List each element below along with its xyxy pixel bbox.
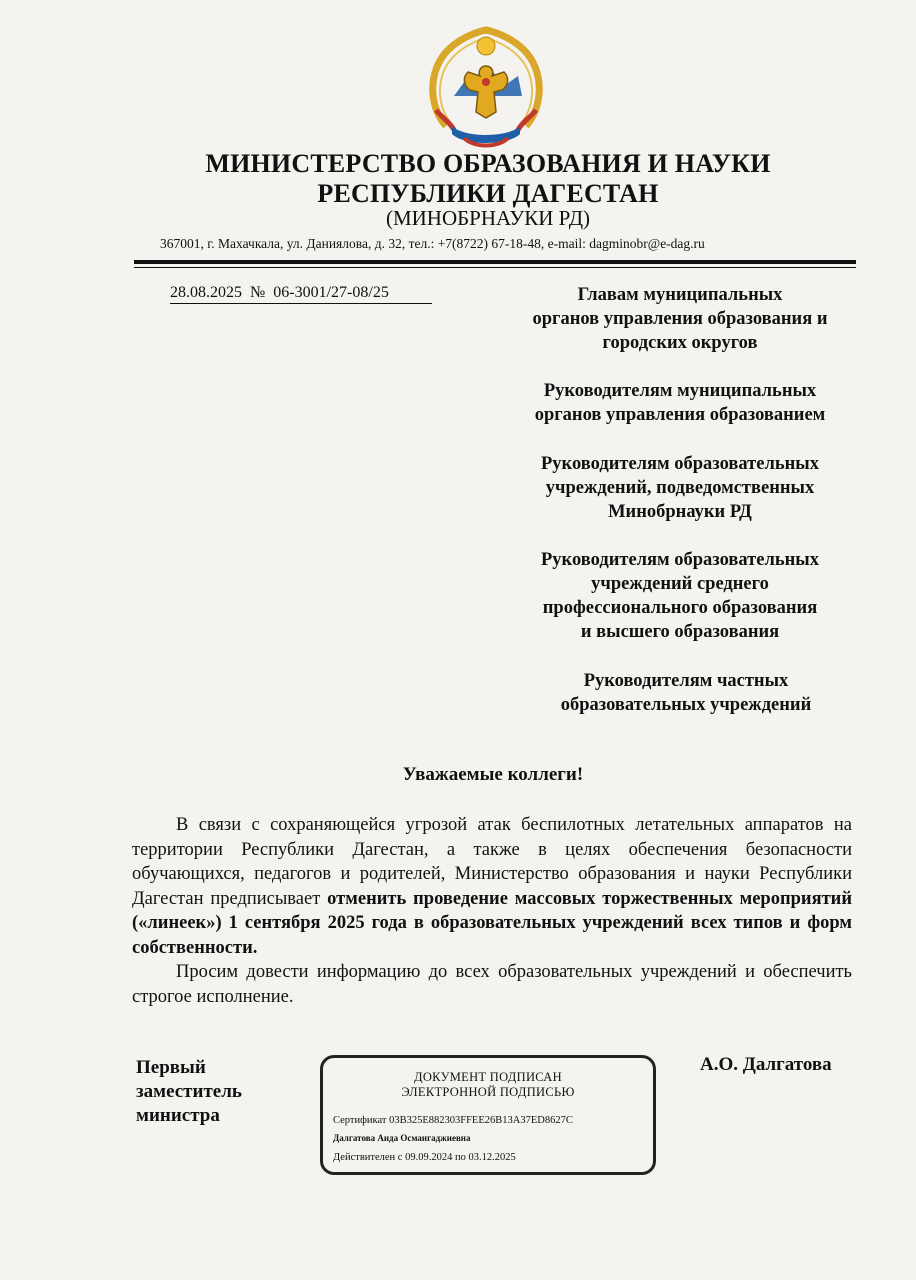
stamp-validity: Действителен с 09.09.2024 по 03.12.2025 (333, 1152, 516, 1163)
body-paragraph-1 (132, 813, 852, 960)
organization-short-name: (МИНОБРНАУКИ РД) (385, 206, 591, 230)
addressee-block (470, 669, 890, 717)
header-divider-thin (134, 267, 856, 268)
header-divider-thick (134, 260, 856, 264)
registration-number: 06-3001/27-08/25 (273, 284, 389, 301)
stamp-certificate: Сертификат 03B325E882303FFEE26B13A37ED8627C (333, 1115, 573, 1126)
stamp-header-line: ЭЛЕКТРОННОЙ ПОДПИСЬЮ (401, 1085, 575, 1099)
addressee-line: органов управления образованием (534, 405, 826, 425)
signatory-position-line: заместитель (136, 1081, 242, 1102)
addressee-line: Руководителям образовательных (541, 550, 819, 570)
signatory-position-line: Первый (136, 1057, 206, 1078)
addressee-line: Руководителям частных (583, 671, 789, 691)
stamp-header-line: ДОКУМЕНТ ПОДПИСАН (414, 1070, 562, 1084)
addressee-line: образовательных учреждений (560, 695, 812, 715)
addressee-block (470, 452, 890, 524)
addressee-block (470, 283, 890, 355)
organization-name-line2: РЕСПУБЛИКИ ДАГЕСТАН (317, 179, 659, 208)
body-paragraph-2: Просим довести информацию до всех образовательных учреждений и обеспечить строгое исполнение. (132, 962, 852, 1007)
addressee-line: профессионального образования (542, 598, 818, 618)
signatory-name: А.О. Далгатова (700, 1054, 832, 1075)
addressee-line: Минобрнауки РД (608, 502, 752, 522)
stamp-header (323, 1070, 653, 1100)
addressee-line: Руководителям образовательных (541, 454, 819, 474)
addressee-line: Главам муниципальных (577, 285, 783, 305)
addressee-block (470, 379, 890, 427)
registration-number-sign: № (250, 284, 266, 301)
letter-body (132, 813, 852, 1009)
body-paragraph-1-emphasis: отменить проведение массовых торжественных мероприятий («линеек») 1 сентября 2025 года в образовательных учреждений всех типов и форм собственности. (132, 888, 852, 958)
signatory-position-line: министра (136, 1105, 220, 1126)
addressee-line: учреждений среднего (591, 574, 769, 594)
addressee-line: и высшего образования (580, 622, 780, 642)
organization-address: 367001, г. Махачкала, ул. Даниялова, д. 32, тел.: +7(8722) 67-18-48, e-mail: dagminobr@e-dag.ru (160, 236, 705, 251)
organization-name-line1: МИНИСТЕРСТВО ОБРАЗОВАНИЯ И НАУКИ (205, 149, 771, 178)
registration-date: 28.08.2025 (170, 284, 242, 301)
electronic-signature-stamp (320, 1055, 656, 1175)
addressee-line: учреждений, подведомственных (545, 478, 815, 498)
dagestan-coat-of-arms-icon (424, 26, 548, 154)
addressee-block (470, 548, 890, 644)
greeting: Уважаемые коллеги! (402, 764, 584, 785)
stamp-owner: Далгатова Аида Османгаджиевна (333, 1133, 471, 1143)
registration-line (170, 284, 432, 304)
body-paragraph-1-text: В связи с сохраняющейся угрозой атак беспилотных летательных аппаратов на территории Республики Дагестан, а также в целях обеспечения безопасности обучающихся, педагогов и родителей, Министерство образования и науки Республики Дагестан предписывает (132, 815, 852, 909)
addressee-line: Руководителям муниципальных (543, 381, 817, 401)
addressee-line: городских округов (602, 333, 758, 353)
addressee-line: органов управления образования и (532, 309, 828, 329)
signatory-position (136, 1056, 296, 1128)
